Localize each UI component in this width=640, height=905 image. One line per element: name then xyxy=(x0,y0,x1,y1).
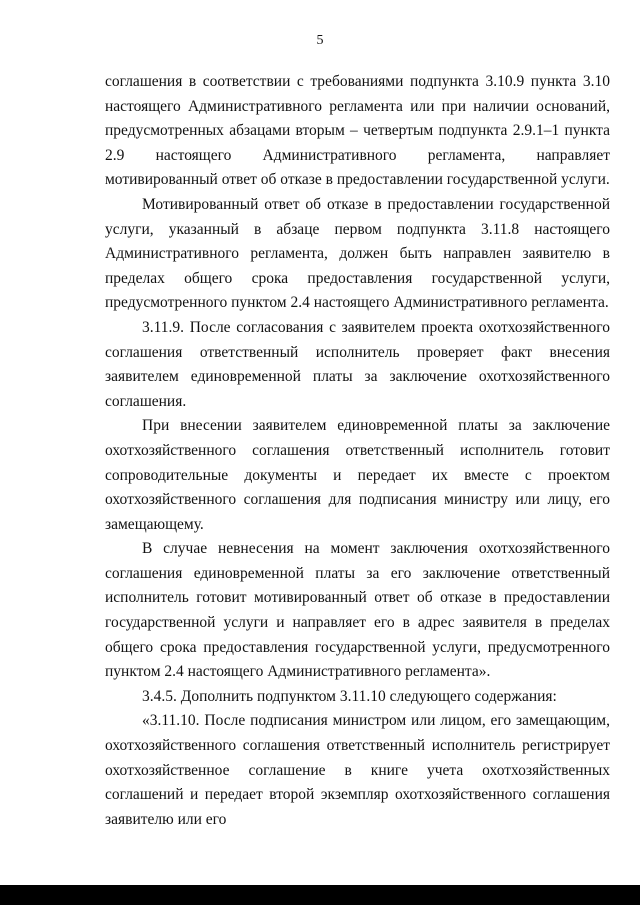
paragraph-3-4-5: 3.4.5. Дополнить подпунктом 3.11.10 следующего содержания: xyxy=(142,687,557,705)
document-body xyxy=(105,70,610,832)
paragraph-refusal-notice: Мотивированный ответ об отказе в предоставлении государственной услуги, указанный в абзаце первом подпункта 3.11.8 настоящего Административного регламента, должен быть направлен заявителю в пределах общего срока предоставления государственной услуги, предусмотренного пунктом 2.4 настоящего Административного регламента. xyxy=(105,195,610,312)
paragraph-continuation: соглашения в соответствии с требованиями подпункта 3.10.9 пункта 3.10 настоящего Административного регламента или при наличии оснований, предусмотренных абзацами вторым – четвертым подпункта 2.9.1–1 пункта 2.9 настоящего Административного регламента, направляет мотивированный ответ об отказе в предоставлении государственной услуги. xyxy=(105,73,610,189)
scan-edge-bar xyxy=(0,885,640,905)
paragraph-payment-made: При внесении заявителем единовременной платы за заключение охотхозяйственного соглашения ответственный исполнитель готовит сопроводительные документы и передает их вместе с проектом охотхозяйственного соглашения для подписания министру или лицу, его замещающему. xyxy=(105,417,610,533)
page-number: 5 xyxy=(316,33,324,48)
paragraph-3-11-10: «3.11.10. После подписания министром или лицом, его замещающим, охотхозяйственного соглашения ответственный исполнитель регистрирует охотхозяйственное соглашение в книге учета охотхозяйственных соглашений и передает второй экземпляр охотхозяйственного соглашения заявителю или его xyxy=(105,712,610,828)
paragraph-3-11-9: 3.11.9. После согласования с заявителем проекта охотхозяйственного соглашения ответственный исполнитель проверяет факт внесения заявителем единовременной платы за заключение охотхозяйственного соглашения. xyxy=(105,318,610,410)
paragraph-payment-missing: В случае невнесения на момент заключения охотхозяйственного соглашения единовременной платы за его заключение ответственный исполнитель готовит мотивированный ответ об отказе в предоставлении государственной услуги и направляет его в адрес заявителя в пределах общего срока предоставления государственной услуги, предусмотренного пунктом 2.4 настоящего Административного регламента». xyxy=(105,540,610,681)
